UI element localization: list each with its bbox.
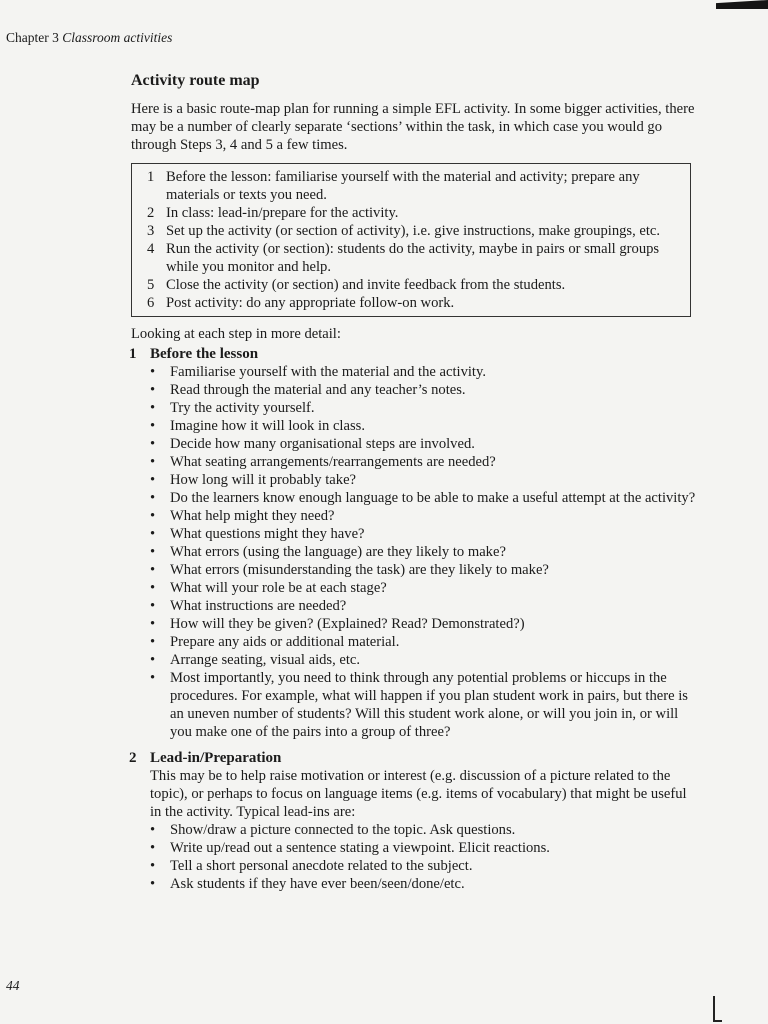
route-map-step bbox=[138, 294, 682, 312]
bullet-icon: • bbox=[150, 436, 156, 452]
route-map-step bbox=[138, 168, 682, 204]
route-map-step bbox=[138, 276, 682, 294]
bullet-icon: • bbox=[150, 562, 156, 578]
bullet-text: What seating arrangements/rearrangements are needed? bbox=[170, 454, 496, 470]
bullet-icon: • bbox=[150, 598, 156, 614]
bullet-text: What instructions are needed? bbox=[170, 598, 347, 614]
step-number: 1 bbox=[147, 169, 155, 185]
bullet-text: Write up/read out a sentence stating a viewpoint. Elicit reactions. bbox=[170, 840, 550, 856]
bullet-text: How will they be given? (Explained? Read? Demonstrated?) bbox=[170, 616, 525, 632]
chapter-title: Classroom activities bbox=[62, 30, 173, 45]
bullet-icon: • bbox=[150, 472, 156, 488]
scan-artifact-top bbox=[716, 0, 768, 9]
bullet-item bbox=[150, 417, 701, 435]
step-number: 2 bbox=[147, 205, 155, 221]
before-lesson-heading: Before the lesson bbox=[150, 346, 259, 362]
running-head bbox=[6, 30, 172, 46]
bullet-icon: • bbox=[150, 526, 156, 542]
bullet-item bbox=[150, 435, 701, 453]
bullet-text: What errors (using the language) are they likely to make? bbox=[170, 544, 506, 560]
scan-artifact-bottom bbox=[713, 996, 722, 1022]
bullet-item bbox=[150, 615, 701, 633]
bullet-text: Show/draw a picture connected to the topic. Ask questions. bbox=[170, 822, 516, 838]
bullet-item bbox=[150, 875, 701, 893]
bullet-item bbox=[150, 489, 701, 507]
bullet-item bbox=[150, 471, 701, 489]
bullet-text: What questions might they have? bbox=[170, 526, 365, 542]
step-text: Run the activity (or section): students do the activity, maybe in pairs or small groups while you monitor and help. bbox=[166, 241, 660, 275]
bullet-icon: • bbox=[150, 616, 156, 632]
step-text: Close the activity (or section) and invite feedback from the students. bbox=[166, 277, 566, 293]
page-content bbox=[131, 72, 701, 893]
bullet-item bbox=[150, 821, 701, 839]
step-text: Before the lesson: familiarise yourself with the material and activity; prepare any materials or texts you need. bbox=[166, 169, 640, 203]
before-lesson-number: 1 bbox=[129, 346, 137, 362]
bullet-item bbox=[150, 857, 701, 875]
bullet-item bbox=[150, 525, 701, 543]
bullet-text: Try the activity yourself. bbox=[170, 400, 315, 416]
bullet-text: Do the learners know enough language to be able to make a useful attempt at the activity? bbox=[170, 490, 696, 506]
bullet-item bbox=[150, 561, 701, 579]
bullet-item bbox=[150, 579, 701, 597]
bullet-text: How long will it probably take? bbox=[170, 472, 357, 488]
bullet-item bbox=[150, 381, 701, 399]
bullet-icon: • bbox=[150, 382, 156, 398]
bullet-icon: • bbox=[150, 508, 156, 524]
bullet-text: Most importantly, you need to think through any potential problems or hiccups in the procedures. For example, what will happen if you plan student work in pairs, but there is an uneven number of students? Will this student work alone, or will you join in, or will you make one of the pairs into a group of three? bbox=[170, 670, 688, 740]
detail-intro: Looking at each step in more detail: bbox=[131, 326, 341, 342]
bullet-item bbox=[150, 839, 701, 857]
bullet-item bbox=[150, 651, 701, 669]
bullet-icon: • bbox=[150, 544, 156, 560]
route-map-step bbox=[138, 240, 682, 276]
bullet-icon: • bbox=[150, 840, 156, 856]
bullet-text: Prepare any aids or additional material. bbox=[170, 634, 400, 650]
route-map-steps bbox=[138, 168, 682, 312]
bullet-item bbox=[150, 543, 701, 561]
route-map-step bbox=[138, 204, 682, 222]
lead-in-number: 2 bbox=[129, 750, 137, 766]
bullet-icon: • bbox=[150, 490, 156, 506]
step-text: In class: lead-in/prepare for the activity. bbox=[166, 205, 399, 221]
bullet-text: Familiarise yourself with the material and the activity. bbox=[170, 364, 486, 380]
lead-in-section bbox=[131, 749, 701, 893]
bullet-text: Read through the material and any teacher’s notes. bbox=[170, 382, 466, 398]
step-text: Set up the activity (or section of activity), i.e. give instructions, make groupings, etc. bbox=[166, 223, 661, 239]
bullet-icon: • bbox=[150, 454, 156, 470]
chapter-label: Chapter 3 bbox=[6, 30, 59, 45]
bullet-icon: • bbox=[150, 634, 156, 650]
bullet-item bbox=[150, 507, 701, 525]
section-title: Activity route map bbox=[131, 72, 260, 89]
bullet-icon: • bbox=[150, 822, 156, 838]
bullet-text: Arrange seating, visual aids, etc. bbox=[170, 652, 361, 668]
bullet-text: Imagine how it will look in class. bbox=[170, 418, 365, 434]
before-lesson-bullets bbox=[150, 363, 701, 741]
bullet-item bbox=[150, 633, 701, 651]
bullet-text: Ask students if they have ever been/seen/done/etc. bbox=[170, 876, 465, 892]
step-text: Post activity: do any appropriate follow-on work. bbox=[166, 295, 455, 311]
route-map-box bbox=[131, 163, 691, 317]
step-number: 4 bbox=[147, 241, 155, 257]
page-number: 44 bbox=[6, 978, 20, 993]
bullet-icon: • bbox=[150, 652, 156, 668]
lead-in-heading: Lead-in/Preparation bbox=[150, 750, 282, 766]
intro-paragraph: Here is a basic route-map plan for running a simple EFL activity. In some bigger activities, there may be a number of clearly separate ‘sections’ within the task, in which case you would go through Steps 3, 4 and 5 a few times. bbox=[131, 101, 695, 153]
bullet-icon: • bbox=[150, 876, 156, 892]
bullet-text: What will your role be at each stage? bbox=[170, 580, 387, 596]
bullet-icon: • bbox=[150, 670, 156, 686]
step-number: 6 bbox=[147, 295, 155, 311]
bullet-item bbox=[150, 363, 701, 381]
bullet-item bbox=[150, 597, 701, 615]
bullet-item bbox=[150, 669, 701, 741]
bullet-icon: • bbox=[150, 400, 156, 416]
bullet-text: Decide how many organisational steps are involved. bbox=[170, 436, 475, 452]
bullet-icon: • bbox=[150, 364, 156, 380]
bullet-item bbox=[150, 453, 701, 471]
bullet-icon: • bbox=[150, 580, 156, 596]
lead-in-bullets bbox=[150, 821, 701, 893]
bullet-icon: • bbox=[150, 418, 156, 434]
lead-in-body: This may be to help raise motivation or interest (e.g. discussion of a picture related to the topic), or perhaps to focus on language items (e.g. items of vocabulary) that might be useful in the activity. Typical lead-ins are: bbox=[150, 768, 687, 820]
bullet-text: Tell a short personal anecdote related to the subject. bbox=[170, 858, 473, 874]
before-lesson-section bbox=[131, 345, 701, 741]
bullet-icon: • bbox=[150, 858, 156, 874]
step-number: 5 bbox=[147, 277, 155, 293]
bullet-text: What errors (misunderstanding the task) are they likely to make? bbox=[170, 562, 549, 578]
bullet-item bbox=[150, 399, 701, 417]
route-map-step bbox=[138, 222, 682, 240]
step-number: 3 bbox=[147, 223, 155, 239]
bullet-text: What help might they need? bbox=[170, 508, 335, 524]
